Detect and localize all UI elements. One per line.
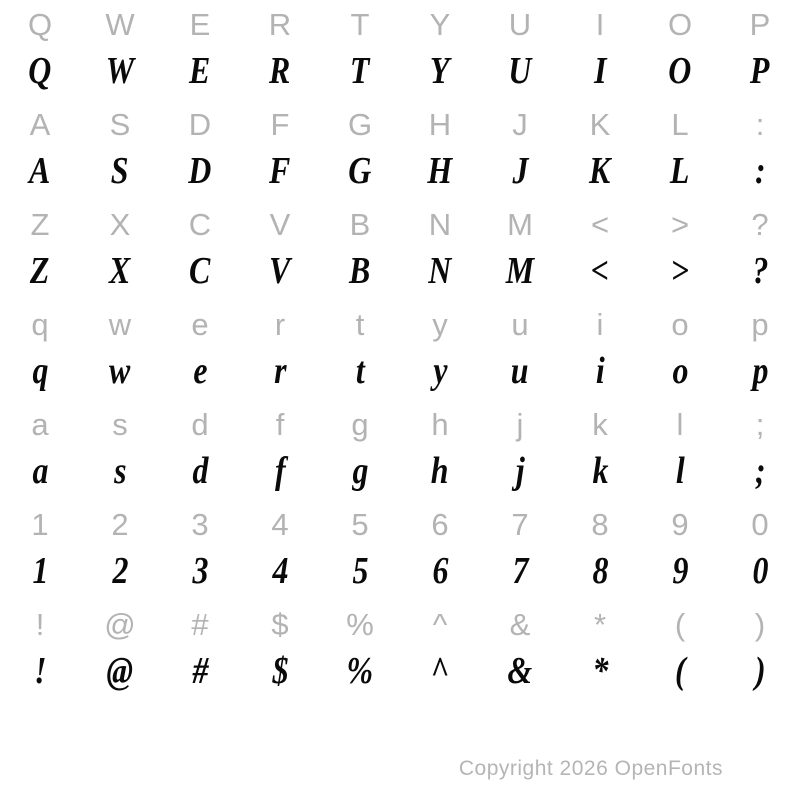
specimen-glyph: i bbox=[595, 350, 605, 392]
specimen-glyph: > bbox=[670, 250, 690, 292]
specimen-glyph: % bbox=[346, 650, 374, 692]
specimen-glyph: A bbox=[29, 150, 51, 192]
copyright-text: Copyright 2026 OpenFonts bbox=[458, 757, 723, 780]
reference-glyph: P bbox=[749, 7, 771, 42]
glyph-cell bbox=[400, 500, 480, 550]
glyph-cell bbox=[160, 50, 240, 100]
glyph-row-reference bbox=[0, 600, 800, 650]
specimen-glyph: # bbox=[192, 650, 208, 692]
reference-glyph: ) bbox=[754, 607, 766, 642]
reference-glyph: ; bbox=[755, 407, 765, 442]
reference-glyph: 1 bbox=[31, 507, 49, 542]
reference-glyph: $ bbox=[271, 607, 289, 642]
reference-glyph: V bbox=[269, 207, 291, 242]
reference-glyph: X bbox=[109, 207, 131, 242]
glyph-cell bbox=[80, 350, 160, 400]
glyph-cell bbox=[320, 500, 400, 550]
reference-glyph: l bbox=[676, 407, 684, 442]
specimen-glyph: Y bbox=[430, 50, 450, 92]
specimen-glyph: a bbox=[32, 450, 48, 492]
reference-glyph: o bbox=[671, 307, 689, 342]
specimen-glyph: r bbox=[273, 350, 287, 392]
glyph-cell bbox=[240, 550, 320, 600]
glyph-cell bbox=[160, 650, 240, 700]
specimen-glyph: t bbox=[355, 350, 365, 392]
glyph-cell bbox=[480, 400, 560, 450]
glyph-row-reference bbox=[0, 200, 800, 250]
specimen-glyph: P bbox=[750, 50, 770, 92]
glyph-cell bbox=[0, 450, 80, 500]
glyph-cell bbox=[80, 600, 160, 650]
specimen-glyph: 2 bbox=[112, 550, 128, 592]
glyph-cell bbox=[240, 400, 320, 450]
glyph-cell bbox=[160, 100, 240, 150]
glyph-cell bbox=[80, 650, 160, 700]
specimen-glyph: K bbox=[589, 150, 611, 192]
glyph-cell bbox=[720, 550, 800, 600]
glyph-cell bbox=[640, 350, 720, 400]
glyph-cell bbox=[720, 300, 800, 350]
reference-glyph: e bbox=[191, 307, 209, 342]
glyph-cell bbox=[480, 100, 560, 150]
glyph-cell bbox=[320, 600, 400, 650]
glyph-cell bbox=[80, 200, 160, 250]
glyph-cell bbox=[240, 250, 320, 300]
reference-glyph: Z bbox=[30, 207, 50, 242]
glyph-cell bbox=[320, 250, 400, 300]
reference-glyph: A bbox=[29, 107, 51, 142]
glyph-cell bbox=[80, 250, 160, 300]
glyph-cell bbox=[320, 150, 400, 200]
glyph-cell bbox=[640, 550, 720, 600]
glyph-cell bbox=[320, 550, 400, 600]
glyph-cell bbox=[560, 500, 640, 550]
reference-glyph: > bbox=[670, 207, 690, 242]
reference-glyph: p bbox=[751, 307, 769, 342]
specimen-glyph: E bbox=[189, 50, 211, 92]
glyph-cell bbox=[720, 450, 800, 500]
glyph-cell bbox=[320, 200, 400, 250]
specimen-glyph: d bbox=[192, 450, 208, 492]
reference-glyph: % bbox=[346, 607, 374, 642]
reference-glyph: H bbox=[428, 107, 452, 142]
glyph-cell bbox=[480, 550, 560, 600]
glyph-cell bbox=[480, 350, 560, 400]
glyph-cell bbox=[400, 100, 480, 150]
glyph-cell bbox=[480, 150, 560, 200]
specimen-glyph: I bbox=[593, 50, 607, 92]
specimen-glyph: ^ bbox=[430, 650, 450, 692]
glyph-cell bbox=[640, 100, 720, 150]
specimen-glyph: Q bbox=[28, 50, 52, 92]
glyph-row-reference bbox=[0, 500, 800, 550]
glyph-cell bbox=[400, 350, 480, 400]
specimen-glyph: g bbox=[352, 450, 368, 492]
reference-glyph: & bbox=[509, 607, 531, 642]
glyph-cell bbox=[80, 300, 160, 350]
specimen-glyph: j bbox=[515, 450, 525, 492]
glyph-cell bbox=[240, 200, 320, 250]
reference-glyph: W bbox=[105, 7, 135, 42]
glyph-cell bbox=[80, 400, 160, 450]
glyph-cell bbox=[560, 350, 640, 400]
specimen-glyph: N bbox=[428, 250, 452, 292]
reference-glyph: 9 bbox=[671, 507, 689, 542]
glyph-cell bbox=[240, 100, 320, 150]
glyph-cell bbox=[480, 50, 560, 100]
reference-glyph: g bbox=[351, 407, 369, 442]
glyph-cell bbox=[400, 250, 480, 300]
glyph-cell bbox=[480, 450, 560, 500]
specimen-glyph: * bbox=[592, 650, 608, 692]
glyph-cell bbox=[640, 50, 720, 100]
glyph-cell bbox=[0, 200, 80, 250]
specimen-glyph: q bbox=[32, 350, 48, 392]
reference-glyph: E bbox=[189, 7, 211, 42]
glyph-cell bbox=[640, 400, 720, 450]
glyph-cell bbox=[0, 650, 80, 700]
glyph-cell bbox=[720, 250, 800, 300]
glyph-row-specimen bbox=[0, 250, 800, 300]
specimen-glyph: V bbox=[269, 250, 291, 292]
specimen-glyph: F bbox=[269, 150, 291, 192]
glyph-cell bbox=[720, 100, 800, 150]
glyph-cell bbox=[720, 500, 800, 550]
glyph-cell bbox=[560, 300, 640, 350]
glyph-cell bbox=[0, 100, 80, 150]
glyph-row-specimen bbox=[0, 150, 800, 200]
glyph-cell bbox=[0, 500, 80, 550]
reference-glyph: F bbox=[270, 107, 290, 142]
reference-glyph: R bbox=[268, 7, 292, 42]
reference-glyph: d bbox=[191, 407, 209, 442]
glyph-cell bbox=[400, 200, 480, 250]
specimen-glyph: < bbox=[590, 250, 610, 292]
reference-glyph: G bbox=[347, 107, 373, 142]
reference-glyph: D bbox=[188, 107, 212, 142]
reference-glyph: s bbox=[112, 407, 128, 442]
specimen-glyph: 6 bbox=[432, 550, 448, 592]
reference-glyph: a bbox=[31, 407, 49, 442]
glyph-cell bbox=[560, 650, 640, 700]
reference-glyph: 3 bbox=[191, 507, 209, 542]
specimen-glyph: D bbox=[188, 150, 212, 192]
glyph-cell bbox=[720, 650, 800, 700]
glyph-cell bbox=[0, 0, 80, 50]
glyph-cell bbox=[320, 450, 400, 500]
glyph-cell bbox=[160, 400, 240, 450]
reference-glyph: ! bbox=[35, 607, 45, 642]
glyph-cell bbox=[560, 450, 640, 500]
glyph-cell bbox=[400, 150, 480, 200]
specimen-glyph: ) bbox=[754, 650, 766, 692]
reference-glyph: 5 bbox=[351, 507, 369, 542]
reference-glyph: ? bbox=[751, 207, 769, 242]
glyph-cell bbox=[160, 450, 240, 500]
reference-glyph: J bbox=[512, 107, 528, 142]
glyph-cell bbox=[480, 250, 560, 300]
specimen-glyph: 1 bbox=[32, 550, 48, 592]
reference-glyph: : bbox=[755, 107, 765, 142]
specimen-glyph: Z bbox=[30, 250, 50, 292]
specimen-glyph: & bbox=[507, 650, 533, 692]
reference-glyph: I bbox=[595, 7, 605, 42]
specimen-glyph: T bbox=[350, 50, 370, 92]
glyph-cell bbox=[320, 650, 400, 700]
glyph-cell bbox=[320, 300, 400, 350]
reference-glyph: * bbox=[593, 607, 607, 642]
glyph-cell bbox=[240, 450, 320, 500]
specimen-glyph: W bbox=[105, 50, 135, 92]
specimen-glyph: @ bbox=[106, 650, 134, 692]
glyph-cell bbox=[80, 50, 160, 100]
reference-glyph: < bbox=[590, 207, 610, 242]
specimen-glyph: G bbox=[348, 150, 372, 192]
specimen-glyph: l bbox=[675, 450, 685, 492]
glyph-cell bbox=[0, 250, 80, 300]
glyph-cell bbox=[640, 450, 720, 500]
glyph-cell bbox=[400, 50, 480, 100]
specimen-glyph: M bbox=[505, 250, 535, 292]
glyph-cell bbox=[480, 200, 560, 250]
glyph-cell bbox=[640, 300, 720, 350]
reference-glyph: 2 bbox=[111, 507, 129, 542]
specimen-glyph: 7 bbox=[512, 550, 528, 592]
reference-glyph: S bbox=[109, 107, 131, 142]
reference-glyph: U bbox=[508, 7, 532, 42]
reference-glyph: T bbox=[350, 7, 370, 42]
specimen-glyph: h bbox=[431, 450, 449, 492]
glyph-cell bbox=[240, 150, 320, 200]
reference-glyph: 0 bbox=[751, 507, 769, 542]
glyph-cell bbox=[160, 600, 240, 650]
specimen-glyph: o bbox=[672, 350, 688, 392]
specimen-glyph: U bbox=[508, 50, 532, 92]
glyph-cell bbox=[320, 50, 400, 100]
glyph-cell bbox=[80, 500, 160, 550]
reference-glyph: i bbox=[596, 307, 604, 342]
glyph-cell bbox=[80, 450, 160, 500]
glyph-cell bbox=[80, 0, 160, 50]
glyph-row-reference bbox=[0, 300, 800, 350]
glyph-cell bbox=[0, 550, 80, 600]
specimen-glyph: $ bbox=[272, 650, 288, 692]
glyph-cell bbox=[640, 200, 720, 250]
glyph-cell bbox=[160, 300, 240, 350]
glyph-cell bbox=[720, 150, 800, 200]
glyph-cell bbox=[320, 400, 400, 450]
specimen-glyph: C bbox=[189, 250, 211, 292]
glyph-cell bbox=[400, 400, 480, 450]
glyph-row-reference bbox=[0, 0, 800, 50]
specimen-glyph: y bbox=[432, 350, 448, 392]
glyph-cell bbox=[720, 350, 800, 400]
glyph-cell bbox=[640, 150, 720, 200]
specimen-glyph: s bbox=[113, 450, 127, 492]
reference-glyph: w bbox=[108, 307, 132, 342]
glyph-cell bbox=[560, 150, 640, 200]
glyph-cell bbox=[480, 650, 560, 700]
reference-glyph: f bbox=[275, 407, 285, 442]
reference-glyph: u bbox=[511, 307, 529, 342]
reference-glyph: 7 bbox=[511, 507, 529, 542]
glyph-cell bbox=[640, 250, 720, 300]
glyph-cell bbox=[560, 250, 640, 300]
specimen-glyph: ; bbox=[754, 450, 766, 492]
glyph-cell bbox=[560, 400, 640, 450]
glyph-cell bbox=[400, 600, 480, 650]
glyph-cell bbox=[0, 150, 80, 200]
glyph-cell bbox=[480, 500, 560, 550]
glyph-cell bbox=[720, 50, 800, 100]
specimen-glyph: ! bbox=[33, 650, 47, 692]
reference-glyph: K bbox=[589, 107, 611, 142]
specimen-glyph: e bbox=[192, 350, 208, 392]
specimen-glyph: X bbox=[109, 250, 131, 292]
reference-glyph: Y bbox=[429, 7, 451, 42]
glyph-cell bbox=[560, 200, 640, 250]
reference-glyph: k bbox=[592, 407, 608, 442]
glyph-cell bbox=[320, 0, 400, 50]
specimen-glyph: L bbox=[670, 150, 690, 192]
glyph-cell bbox=[160, 250, 240, 300]
reference-glyph: 6 bbox=[431, 507, 449, 542]
reference-glyph: B bbox=[349, 207, 371, 242]
glyph-row-specimen bbox=[0, 550, 800, 600]
glyph-row-reference bbox=[0, 100, 800, 150]
glyph-cell bbox=[720, 0, 800, 50]
specimen-glyph: ( bbox=[674, 650, 686, 692]
reference-glyph: N bbox=[428, 207, 452, 242]
reference-glyph: j bbox=[516, 407, 524, 442]
specimen-glyph: H bbox=[427, 150, 453, 192]
reference-glyph: ^ bbox=[432, 607, 448, 642]
reference-glyph: @ bbox=[104, 607, 136, 642]
specimen-glyph: O bbox=[668, 50, 692, 92]
glyph-cell bbox=[400, 650, 480, 700]
glyph-row-specimen bbox=[0, 450, 800, 500]
glyph-cell bbox=[240, 300, 320, 350]
specimen-glyph: R bbox=[269, 50, 291, 92]
glyph-cell bbox=[480, 0, 560, 50]
glyph-cell bbox=[720, 200, 800, 250]
glyph-cell bbox=[400, 450, 480, 500]
glyph-cell bbox=[0, 300, 80, 350]
glyph-cell bbox=[160, 0, 240, 50]
glyph-cell bbox=[560, 0, 640, 50]
specimen-glyph: : bbox=[754, 150, 766, 192]
glyph-cell bbox=[80, 100, 160, 150]
reference-glyph: Q bbox=[27, 7, 53, 42]
glyph-cell bbox=[0, 50, 80, 100]
reference-glyph: q bbox=[31, 307, 49, 342]
glyph-cell bbox=[560, 50, 640, 100]
specimen-glyph: ? bbox=[752, 250, 768, 292]
glyph-cell bbox=[0, 600, 80, 650]
glyph-cell bbox=[640, 600, 720, 650]
glyph-cell bbox=[0, 400, 80, 450]
reference-glyph: r bbox=[274, 307, 286, 342]
glyph-row-specimen bbox=[0, 650, 800, 700]
specimen-glyph: 9 bbox=[672, 550, 688, 592]
glyph-cell bbox=[240, 0, 320, 50]
glyph-cell bbox=[240, 50, 320, 100]
specimen-glyph: 4 bbox=[272, 550, 288, 592]
glyph-cell bbox=[560, 550, 640, 600]
glyph-cell bbox=[160, 200, 240, 250]
glyph-cell bbox=[320, 350, 400, 400]
reference-glyph: O bbox=[667, 7, 693, 42]
specimen-glyph: u bbox=[511, 350, 529, 392]
glyph-cell bbox=[400, 0, 480, 50]
glyph-cell bbox=[240, 600, 320, 650]
reference-glyph: # bbox=[191, 607, 209, 642]
reference-glyph: 8 bbox=[591, 507, 609, 542]
specimen-glyph: k bbox=[592, 450, 608, 492]
glyph-cell bbox=[160, 550, 240, 600]
specimen-glyph: 5 bbox=[352, 550, 368, 592]
specimen-glyph: 3 bbox=[192, 550, 208, 592]
reference-glyph: C bbox=[188, 207, 212, 242]
specimen-glyph: B bbox=[349, 250, 371, 292]
reference-glyph: t bbox=[355, 307, 365, 342]
glyph-cell bbox=[640, 650, 720, 700]
glyph-cell bbox=[400, 550, 480, 600]
reference-glyph: M bbox=[507, 207, 533, 242]
glyph-cell bbox=[560, 600, 640, 650]
glyph-cell bbox=[160, 350, 240, 400]
glyph-cell bbox=[640, 500, 720, 550]
glyph-cell bbox=[160, 500, 240, 550]
glyph-cell bbox=[80, 150, 160, 200]
specimen-glyph: p bbox=[752, 350, 768, 392]
reference-glyph: ( bbox=[674, 607, 686, 642]
specimen-glyph: S bbox=[111, 150, 129, 192]
reference-glyph: L bbox=[671, 107, 689, 142]
specimen-glyph: f bbox=[274, 450, 286, 492]
reference-glyph: y bbox=[432, 307, 448, 342]
glyph-row-specimen bbox=[0, 50, 800, 100]
specimen-glyph: 0 bbox=[752, 550, 768, 592]
glyph-cell bbox=[640, 0, 720, 50]
glyph-row-specimen bbox=[0, 350, 800, 400]
glyph-cell bbox=[720, 400, 800, 450]
glyph-cell bbox=[560, 100, 640, 150]
glyph-row-reference bbox=[0, 400, 800, 450]
glyph-cell bbox=[480, 600, 560, 650]
glyph-cell bbox=[400, 300, 480, 350]
specimen-glyph: 8 bbox=[592, 550, 608, 592]
glyph-cell bbox=[80, 550, 160, 600]
glyph-cell bbox=[720, 600, 800, 650]
reference-glyph: 4 bbox=[271, 507, 289, 542]
specimen-glyph: w bbox=[109, 350, 131, 392]
specimen-glyph: J bbox=[512, 150, 528, 192]
glyph-cell bbox=[320, 100, 400, 150]
glyph-cell bbox=[160, 150, 240, 200]
glyph-cell bbox=[0, 350, 80, 400]
reference-glyph: h bbox=[431, 407, 449, 442]
glyph-cell bbox=[240, 650, 320, 700]
glyph-cell bbox=[240, 350, 320, 400]
glyph-cell bbox=[240, 500, 320, 550]
glyph-cell bbox=[480, 300, 560, 350]
